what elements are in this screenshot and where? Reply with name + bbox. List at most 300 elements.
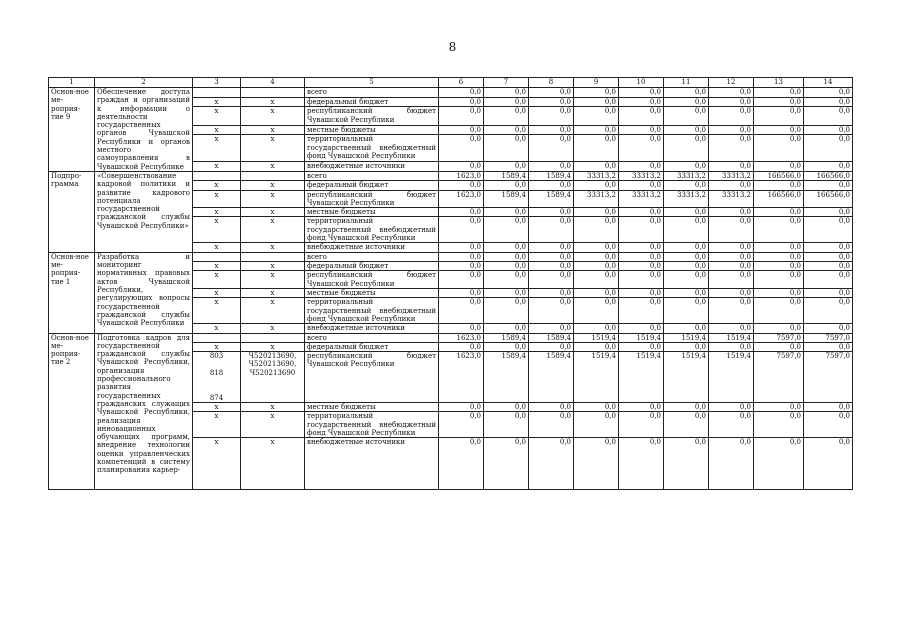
- target-article-cell: [241, 333, 305, 342]
- amount-cell: 0,0: [529, 438, 574, 490]
- grbs-code-cell: x: [193, 412, 241, 438]
- amount-cell: 0,0: [804, 162, 853, 172]
- funding-source-cell: внебюджетные источники: [305, 438, 439, 490]
- status-cell: Основ-ное ме-роприя-тие 1: [49, 252, 95, 333]
- status-cell: Основ-ное ме-роприя-тие 9: [49, 88, 95, 172]
- amount-cell: 0,0: [804, 243, 853, 252]
- amount-cell: 0,0: [484, 217, 529, 243]
- amount-cell: 0,0: [619, 298, 664, 324]
- amount-cell: 0,0: [709, 324, 754, 333]
- amount-cell: 0,0: [529, 342, 574, 351]
- amount-cell: 0,0: [574, 107, 619, 125]
- amount-cell: 0,0: [574, 125, 619, 135]
- amount-cell: 0,0: [754, 125, 804, 135]
- column-number: 5: [305, 78, 439, 88]
- amount-cell: 0,0: [804, 402, 853, 411]
- grbs-code-cell: x: [193, 262, 241, 271]
- funding-source-cell: территориальный государственный внебюджетный фонд Чувашской Республики: [305, 298, 439, 324]
- amount-cell: 0,0: [529, 243, 574, 252]
- amount-cell: 1519,4: [619, 333, 664, 342]
- amount-cell: 0,0: [439, 181, 484, 190]
- amount-cell: 1589,4: [484, 190, 529, 208]
- column-number: 6: [439, 78, 484, 88]
- amount-cell: 166566,0: [754, 190, 804, 208]
- target-article-cell: x: [241, 135, 305, 162]
- amount-cell: 0,0: [804, 412, 853, 438]
- amount-cell: 1623,0: [439, 190, 484, 208]
- funding-source-cell: местные бюджеты: [305, 288, 439, 297]
- amount-cell: 0,0: [709, 208, 754, 217]
- amount-cell: 0,0: [619, 342, 664, 351]
- amount-cell: 0,0: [804, 342, 853, 351]
- amount-cell: 0,0: [709, 412, 754, 438]
- amount-cell: 0,0: [754, 298, 804, 324]
- funding-source-cell: местные бюджеты: [305, 208, 439, 217]
- amount-cell: 0,0: [709, 135, 754, 162]
- amount-cell: 0,0: [619, 288, 664, 297]
- amount-cell: 1519,4: [619, 352, 664, 403]
- amount-cell: 0,0: [664, 412, 709, 438]
- grbs-code-cell: [193, 88, 241, 98]
- funding-source-cell: местные бюджеты: [305, 125, 439, 135]
- amount-cell: 0,0: [664, 271, 709, 289]
- amount-cell: 0,0: [484, 324, 529, 333]
- amount-cell: 0,0: [529, 324, 574, 333]
- amount-cell: 33313,2: [574, 190, 619, 208]
- amount-cell: 0,0: [574, 324, 619, 333]
- target-article-cell: [241, 171, 305, 180]
- amount-cell: 0,0: [709, 262, 754, 271]
- amount-cell: 0,0: [804, 125, 853, 135]
- amount-cell: 1623,0: [439, 171, 484, 180]
- amount-cell: 33313,2: [619, 190, 664, 208]
- amount-cell: 33313,2: [664, 190, 709, 208]
- amount-cell: 166566,0: [804, 171, 853, 180]
- amount-cell: 1589,4: [529, 171, 574, 180]
- column-number: 14: [804, 78, 853, 88]
- amount-cell: 1589,4: [529, 190, 574, 208]
- grbs-code-cell: x: [193, 324, 241, 333]
- amount-cell: 1519,4: [709, 333, 754, 342]
- amount-cell: 0,0: [439, 412, 484, 438]
- target-article-cell: x: [241, 217, 305, 243]
- amount-cell: 0,0: [484, 135, 529, 162]
- amount-cell: 0,0: [754, 107, 804, 125]
- amount-cell: 0,0: [709, 402, 754, 411]
- amount-cell: 0,0: [804, 252, 853, 261]
- amount-cell: 0,0: [804, 271, 853, 289]
- amount-cell: 0,0: [619, 412, 664, 438]
- amount-cell: 0,0: [484, 298, 529, 324]
- column-number: 8: [529, 78, 574, 88]
- amount-cell: 0,0: [619, 135, 664, 162]
- program-name-cell: Обеспечение доступа граждан и организаций к информации о деятельности государственных органов Чувашской Республики и органов местного самоуправления в Чувашской Республике: [95, 88, 193, 172]
- amount-cell: 0,0: [619, 262, 664, 271]
- target-article-cell: x: [241, 298, 305, 324]
- amount-cell: 166566,0: [754, 171, 804, 180]
- amount-cell: 0,0: [619, 243, 664, 252]
- amount-cell: 0,0: [574, 135, 619, 162]
- program-name-cell: Подготовка кадров для государственной гражданской службы Чувашской Республики, организация профессионального развития государственных гражданских служащих Чувашской Республики, реализация инновационных обучающих программ, внедрение технологии оценки управленческих компетенций в систему планирования карьер-: [95, 333, 193, 490]
- grbs-code-cell: 803 818 874: [193, 352, 241, 403]
- amount-cell: 0,0: [754, 243, 804, 252]
- funding-source-cell: внебюджетные источники: [305, 243, 439, 252]
- amount-cell: 0,0: [529, 125, 574, 135]
- grbs-code-cell: x: [193, 190, 241, 208]
- amount-cell: 0,0: [619, 181, 664, 190]
- amount-cell: 0,0: [484, 262, 529, 271]
- amount-cell: 0,0: [619, 162, 664, 172]
- target-article-cell: x: [241, 288, 305, 297]
- grbs-code-cell: x: [193, 208, 241, 217]
- amount-cell: 0,0: [484, 208, 529, 217]
- grbs-code-cell: x: [193, 243, 241, 252]
- amount-cell: 0,0: [619, 107, 664, 125]
- amount-cell: 0,0: [619, 252, 664, 261]
- grbs-code-cell: [193, 252, 241, 261]
- amount-cell: 0,0: [754, 217, 804, 243]
- amount-cell: 0,0: [664, 324, 709, 333]
- amount-cell: 0,0: [709, 88, 754, 98]
- amount-cell: 0,0: [754, 135, 804, 162]
- amount-cell: 0,0: [754, 252, 804, 261]
- amount-cell: 0,0: [529, 88, 574, 98]
- amount-cell: 0,0: [664, 262, 709, 271]
- amount-cell: 0,0: [754, 97, 804, 107]
- amount-cell: 1623,0: [439, 333, 484, 342]
- amount-cell: 0,0: [619, 271, 664, 289]
- funding-source-cell: внебюджетные источники: [305, 324, 439, 333]
- amount-cell: 1519,4: [574, 352, 619, 403]
- column-number-row: [49, 78, 853, 88]
- status-cell: Основ-ное ме-роприя-тие 2: [49, 333, 95, 490]
- amount-cell: 7597,0: [754, 352, 804, 403]
- amount-cell: 0,0: [439, 97, 484, 107]
- amount-cell: 0,0: [754, 262, 804, 271]
- amount-cell: 0,0: [574, 181, 619, 190]
- amount-cell: 0,0: [619, 125, 664, 135]
- target-article-cell: x: [241, 162, 305, 172]
- amount-cell: 0,0: [439, 107, 484, 125]
- column-number: 2: [95, 78, 193, 88]
- funding-source-cell: территориальный государственный внебюджетный фонд Чувашской Республики: [305, 217, 439, 243]
- amount-cell: 0,0: [439, 208, 484, 217]
- amount-cell: 1519,4: [664, 333, 709, 342]
- amount-cell: 0,0: [804, 107, 853, 125]
- amount-cell: 0,0: [439, 402, 484, 411]
- amount-cell: 0,0: [529, 271, 574, 289]
- amount-cell: 0,0: [664, 402, 709, 411]
- amount-cell: 0,0: [664, 252, 709, 261]
- amount-cell: 0,0: [484, 97, 529, 107]
- amount-cell: 0,0: [529, 181, 574, 190]
- funding-source-cell: федеральный бюджет: [305, 181, 439, 190]
- amount-cell: 0,0: [529, 298, 574, 324]
- amount-cell: 0,0: [484, 288, 529, 297]
- target-article-cell: x: [241, 97, 305, 107]
- amount-cell: 0,0: [619, 97, 664, 107]
- column-number: 4: [241, 78, 305, 88]
- amount-cell: 0,0: [574, 412, 619, 438]
- amount-cell: 0,0: [804, 208, 853, 217]
- amount-cell: 0,0: [619, 208, 664, 217]
- amount-cell: 33313,2: [664, 171, 709, 180]
- amount-cell: 0,0: [574, 243, 619, 252]
- amount-cell: 0,0: [529, 97, 574, 107]
- column-number: 10: [619, 78, 664, 88]
- amount-cell: 0,0: [484, 271, 529, 289]
- amount-cell: 0,0: [529, 217, 574, 243]
- amount-cell: 0,0: [754, 208, 804, 217]
- funding-source-cell: республиканский бюджет Чувашской Республики: [305, 107, 439, 125]
- amount-cell: 1589,4: [484, 171, 529, 180]
- amount-cell: 0,0: [529, 262, 574, 271]
- amount-cell: 7597,0: [804, 352, 853, 403]
- amount-cell: 0,0: [754, 402, 804, 411]
- amount-cell: 0,0: [529, 402, 574, 411]
- amount-cell: 0,0: [709, 438, 754, 490]
- amount-cell: 0,0: [439, 262, 484, 271]
- amount-cell: 0,0: [439, 298, 484, 324]
- amount-cell: 0,0: [709, 288, 754, 297]
- program-name-cell: «Совершенствование кадровой политики и развитие кадрового потенциала государственной гражданской службы Чувашской Республики»: [95, 171, 193, 252]
- funding-source-cell: местные бюджеты: [305, 402, 439, 411]
- amount-cell: 0,0: [529, 288, 574, 297]
- column-number: 11: [664, 78, 709, 88]
- amount-cell: 0,0: [754, 438, 804, 490]
- grbs-code-cell: x: [193, 288, 241, 297]
- amount-cell: 0,0: [484, 342, 529, 351]
- target-article-cell: x: [241, 181, 305, 190]
- target-article-cell: x: [241, 412, 305, 438]
- amount-cell: 0,0: [439, 243, 484, 252]
- amount-cell: 0,0: [804, 88, 853, 98]
- table-row: [49, 171, 853, 180]
- amount-cell: 0,0: [484, 252, 529, 261]
- amount-cell: 1519,4: [709, 352, 754, 403]
- amount-cell: 0,0: [664, 181, 709, 190]
- target-article-cell: x: [241, 125, 305, 135]
- amount-cell: 0,0: [574, 342, 619, 351]
- amount-cell: 0,0: [439, 438, 484, 490]
- amount-cell: 0,0: [664, 88, 709, 98]
- funding-source-cell: территориальный государственный внебюджетный фонд Чувашской Республики: [305, 412, 439, 438]
- funding-source-cell: всего: [305, 88, 439, 98]
- program-name-cell: Разработка и мониторинг нормативных правовых актов Чувашской Республики, регулирующих вопросы государственной гражданской службы Чувашской Республики: [95, 252, 193, 333]
- grbs-code-cell: x: [193, 298, 241, 324]
- amount-cell: 1589,4: [484, 352, 529, 403]
- amount-cell: 0,0: [619, 324, 664, 333]
- amount-cell: 0,0: [574, 298, 619, 324]
- amount-cell: 0,0: [484, 181, 529, 190]
- amount-cell: 0,0: [439, 288, 484, 297]
- amount-cell: 0,0: [709, 107, 754, 125]
- column-number: 7: [484, 78, 529, 88]
- amount-cell: 0,0: [529, 208, 574, 217]
- amount-cell: 0,0: [439, 135, 484, 162]
- funding-source-cell: территориальный государственный внебюджетный фонд Чувашской Республики: [305, 135, 439, 162]
- column-number: 3: [193, 78, 241, 88]
- table-row: [49, 88, 853, 98]
- grbs-code-cell: x: [193, 342, 241, 351]
- column-number: 13: [754, 78, 804, 88]
- amount-cell: 0,0: [754, 162, 804, 172]
- amount-cell: 0,0: [574, 271, 619, 289]
- target-article-cell: x: [241, 324, 305, 333]
- amount-cell: 0,0: [574, 262, 619, 271]
- amount-cell: 0,0: [619, 402, 664, 411]
- amount-cell: 7597,0: [754, 333, 804, 342]
- amount-cell: 0,0: [574, 288, 619, 297]
- table-row: [49, 252, 853, 261]
- amount-cell: 0,0: [574, 252, 619, 261]
- amount-cell: 0,0: [439, 252, 484, 261]
- budget-table: [48, 77, 853, 490]
- amount-cell: 7597,0: [804, 333, 853, 342]
- amount-cell: 0,0: [664, 208, 709, 217]
- amount-cell: 0,0: [754, 288, 804, 297]
- grbs-code-cell: x: [193, 217, 241, 243]
- status-cell: Подпро-грамма: [49, 171, 95, 252]
- funding-source-cell: внебюджетные источники: [305, 162, 439, 172]
- amount-cell: 0,0: [709, 243, 754, 252]
- amount-cell: 0,0: [754, 271, 804, 289]
- target-article-cell: x: [241, 190, 305, 208]
- grbs-code-cell: [193, 333, 241, 342]
- amount-cell: 0,0: [484, 438, 529, 490]
- amount-cell: 0,0: [754, 412, 804, 438]
- funding-source-cell: всего: [305, 171, 439, 180]
- target-article-cell: x: [241, 402, 305, 411]
- amount-cell: 166566,0: [804, 190, 853, 208]
- amount-cell: 0,0: [709, 125, 754, 135]
- amount-cell: 0,0: [529, 252, 574, 261]
- amount-cell: 0,0: [574, 217, 619, 243]
- amount-cell: 33313,2: [709, 190, 754, 208]
- grbs-code-cell: x: [193, 271, 241, 289]
- amount-cell: 1519,4: [664, 352, 709, 403]
- funding-source-cell: всего: [305, 252, 439, 261]
- funding-source-cell: республиканский бюджет Чувашской Республики: [305, 271, 439, 289]
- funding-source-cell: федеральный бюджет: [305, 262, 439, 271]
- amount-cell: 0,0: [709, 298, 754, 324]
- amount-cell: 0,0: [664, 162, 709, 172]
- amount-cell: 0,0: [484, 243, 529, 252]
- amount-cell: 0,0: [529, 162, 574, 172]
- amount-cell: 0,0: [709, 252, 754, 261]
- amount-cell: 0,0: [804, 288, 853, 297]
- amount-cell: 0,0: [574, 438, 619, 490]
- grbs-code-cell: x: [193, 181, 241, 190]
- grbs-code-cell: x: [193, 135, 241, 162]
- target-article-cell: x: [241, 271, 305, 289]
- amount-cell: 0,0: [439, 271, 484, 289]
- amount-cell: 0,0: [664, 97, 709, 107]
- amount-cell: 0,0: [484, 412, 529, 438]
- grbs-code-cell: x: [193, 107, 241, 125]
- grbs-code-cell: x: [193, 97, 241, 107]
- grbs-code-cell: x: [193, 402, 241, 411]
- target-article-cell: x: [241, 438, 305, 490]
- grbs-code-cell: [193, 171, 241, 180]
- page-number: 8: [448, 40, 457, 54]
- amount-cell: 0,0: [484, 402, 529, 411]
- amount-cell: 0,0: [664, 342, 709, 351]
- column-number: 9: [574, 78, 619, 88]
- target-article-cell: [241, 88, 305, 98]
- amount-cell: 0,0: [664, 135, 709, 162]
- amount-cell: 0,0: [484, 125, 529, 135]
- amount-cell: 0,0: [439, 342, 484, 351]
- target-article-cell: x: [241, 342, 305, 351]
- amount-cell: 0,0: [439, 162, 484, 172]
- amount-cell: 0,0: [709, 181, 754, 190]
- amount-cell: 0,0: [619, 217, 664, 243]
- amount-cell: 0,0: [664, 438, 709, 490]
- amount-cell: 0,0: [804, 298, 853, 324]
- amount-cell: 0,0: [664, 107, 709, 125]
- amount-cell: 33313,2: [619, 171, 664, 180]
- amount-cell: 0,0: [664, 125, 709, 135]
- amount-cell: 1589,4: [484, 333, 529, 342]
- amount-cell: 0,0: [439, 324, 484, 333]
- funding-source-cell: республиканский бюджет Чувашской Республики: [305, 190, 439, 208]
- amount-cell: 0,0: [754, 88, 804, 98]
- target-article-cell: x: [241, 107, 305, 125]
- target-article-cell: x: [241, 262, 305, 271]
- funding-source-cell: федеральный бюджет: [305, 97, 439, 107]
- amount-cell: 0,0: [619, 88, 664, 98]
- amount-cell: 0,0: [709, 97, 754, 107]
- amount-cell: 1519,4: [574, 333, 619, 342]
- amount-cell: 0,0: [754, 181, 804, 190]
- target-article-cell: Ч520213690, Ч520213690, Ч520213690: [241, 352, 305, 403]
- funding-source-cell: всего: [305, 333, 439, 342]
- amount-cell: 1589,4: [529, 333, 574, 342]
- amount-cell: 0,0: [804, 438, 853, 490]
- column-number: 12: [709, 78, 754, 88]
- amount-cell: 0,0: [484, 107, 529, 125]
- amount-cell: 0,0: [664, 217, 709, 243]
- target-article-cell: x: [241, 243, 305, 252]
- amount-cell: 0,0: [709, 271, 754, 289]
- amount-cell: 0,0: [804, 262, 853, 271]
- amount-cell: 0,0: [709, 162, 754, 172]
- amount-cell: 0,0: [664, 288, 709, 297]
- amount-cell: 0,0: [804, 217, 853, 243]
- amount-cell: 0,0: [529, 135, 574, 162]
- amount-cell: 0,0: [574, 402, 619, 411]
- amount-cell: 0,0: [619, 438, 664, 490]
- amount-cell: 0,0: [439, 88, 484, 98]
- amount-cell: 0,0: [754, 324, 804, 333]
- amount-cell: 0,0: [754, 342, 804, 351]
- amount-cell: 0,0: [664, 243, 709, 252]
- amount-cell: 0,0: [574, 97, 619, 107]
- amount-cell: 0,0: [574, 88, 619, 98]
- amount-cell: 0,0: [529, 412, 574, 438]
- funding-source-cell: республиканский бюджет Чувашской Республики: [305, 352, 439, 403]
- amount-cell: 0,0: [574, 208, 619, 217]
- amount-cell: 0,0: [709, 217, 754, 243]
- amount-cell: 0,0: [574, 162, 619, 172]
- grbs-code-cell: x: [193, 125, 241, 135]
- target-article-cell: [241, 252, 305, 261]
- target-article-cell: x: [241, 208, 305, 217]
- amount-cell: 0,0: [804, 324, 853, 333]
- column-number: 1: [49, 78, 95, 88]
- amount-cell: 0,0: [484, 88, 529, 98]
